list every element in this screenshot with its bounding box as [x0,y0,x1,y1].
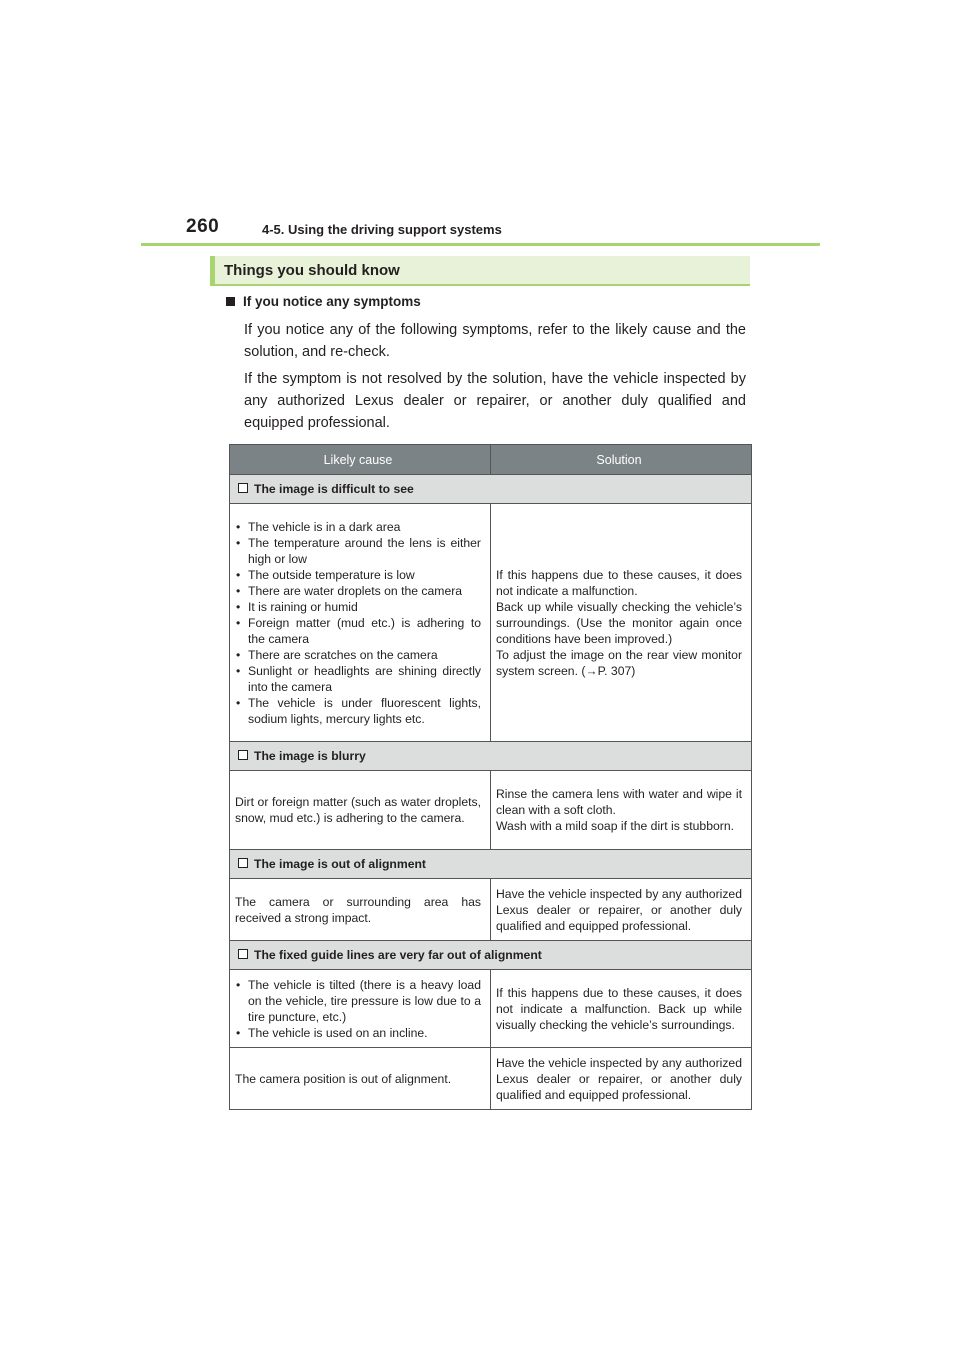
cause-cell: Dirt or foreign matter (such as water droplets, snow, mud etc.) is adhering to the camera. [230,771,491,850]
square-bullet-icon [226,297,235,306]
checkbox-icon [238,949,248,959]
cause-item: • The vehicle is tilted (there is a heavy load on the vehicle, tire pressure is low due to a tire puncture, etc.) [235,977,481,1025]
intro-paragraph-2: If the symptom is not resolved by the solution, have the vehicle inspected by any authorized Lexus dealer or repairer, or another duly qualified and equipped professional. [244,371,746,431]
header-rule [141,243,820,246]
things-you-should-know-bar [210,256,750,286]
cause-cell [230,970,491,1048]
checkbox-icon [238,858,248,868]
solution-cell: If this happens due to these causes, it does not indicate a malfunction. Back up while visually checking the vehicle’s surroundings. [491,970,752,1048]
solution-cell: Have the vehicle inspected by any authorized Lexus dealer or repairer, or another duly qualified and equipped professional. [491,1048,752,1110]
cause-cell [230,504,491,742]
bar-title: Things you should know [224,262,400,279]
cause-item: • There are scratches on the camera [235,647,481,663]
bar-accent [210,256,215,284]
page-number: 260 [186,216,220,237]
cause-item: • Foreign matter (mud etc.) is adhering to the camera [235,615,481,647]
checkbox-icon [238,483,248,493]
cause-item: • The vehicle is in a dark area [235,519,481,535]
column-header-solution: Solution [491,445,752,475]
section-title: 4-5. Using the driving support systems [262,222,502,237]
cause-cell: The camera position is out of alignment. [230,1048,491,1110]
column-header-cause: Likely cause [230,445,491,475]
cause-item: • Sunlight or headlights are shining directly into the camera [235,663,481,695]
solution-cell [491,771,752,850]
category-row [230,850,752,879]
table-row [230,879,752,941]
symptom-table [229,444,752,1110]
table-header-row [230,445,752,475]
checkbox-icon [238,750,248,760]
cause-item: • There are water droplets on the camera [235,583,481,599]
intro-paragraph-1: If you notice any of the following symptoms, refer to the likely cause and the solution, and re-check. [244,322,746,360]
solution-line: Rinse the camera lens with water and wipe it clean with a soft cloth. [496,787,742,817]
solution-line: To adjust the image on the rear view monitor system screen. (→P. 307) [496,647,742,678]
solution-cell [491,504,752,742]
category-row [230,475,752,504]
category-cell [230,850,752,879]
cause-item: • The outside temperature is low [235,567,481,583]
category-label: The image is difficult to see [254,482,414,496]
category-cell [230,475,752,504]
table-row [230,771,752,850]
category-cell [230,742,752,771]
symptoms-heading [226,294,421,309]
cause-cell: The camera or surrounding area has received a strong impact. [230,879,491,941]
solution-line: If this happens due to these causes, it does not indicate a malfunction. [496,567,742,598]
solution-line: Back up while visually checking the vehicle’s surroundings. (Use the monitor again once conditions have been improved.) [496,599,742,646]
cause-item: • The temperature around the lens is either high or low [235,535,481,567]
symptoms-heading-text: If you notice any symptoms [243,294,421,309]
table-row [230,970,752,1048]
table-row [230,504,752,742]
cause-item: • The vehicle is under fluorescent lights, sodium lights, mercury lights etc. [235,695,481,727]
category-row [230,742,752,771]
cause-list [235,519,481,727]
cause-item: • It is raining or humid [235,599,481,615]
category-row [230,941,752,970]
cause-item: • The vehicle is used on an incline. [235,1025,481,1041]
table-row [230,1048,752,1110]
category-label: The image is blurry [254,749,366,763]
solution-cell: Have the vehicle inspected by any authorized Lexus dealer or repairer, or another duly qualified and equipped professional. [491,879,752,941]
solution-line: Wash with a mild soap if the dirt is stubborn. [496,819,734,833]
category-label: The fixed guide lines are very far out of alignment [254,948,542,962]
category-cell [230,941,752,970]
cause-list [235,977,481,1041]
category-label: The image is out of alignment [254,857,426,871]
